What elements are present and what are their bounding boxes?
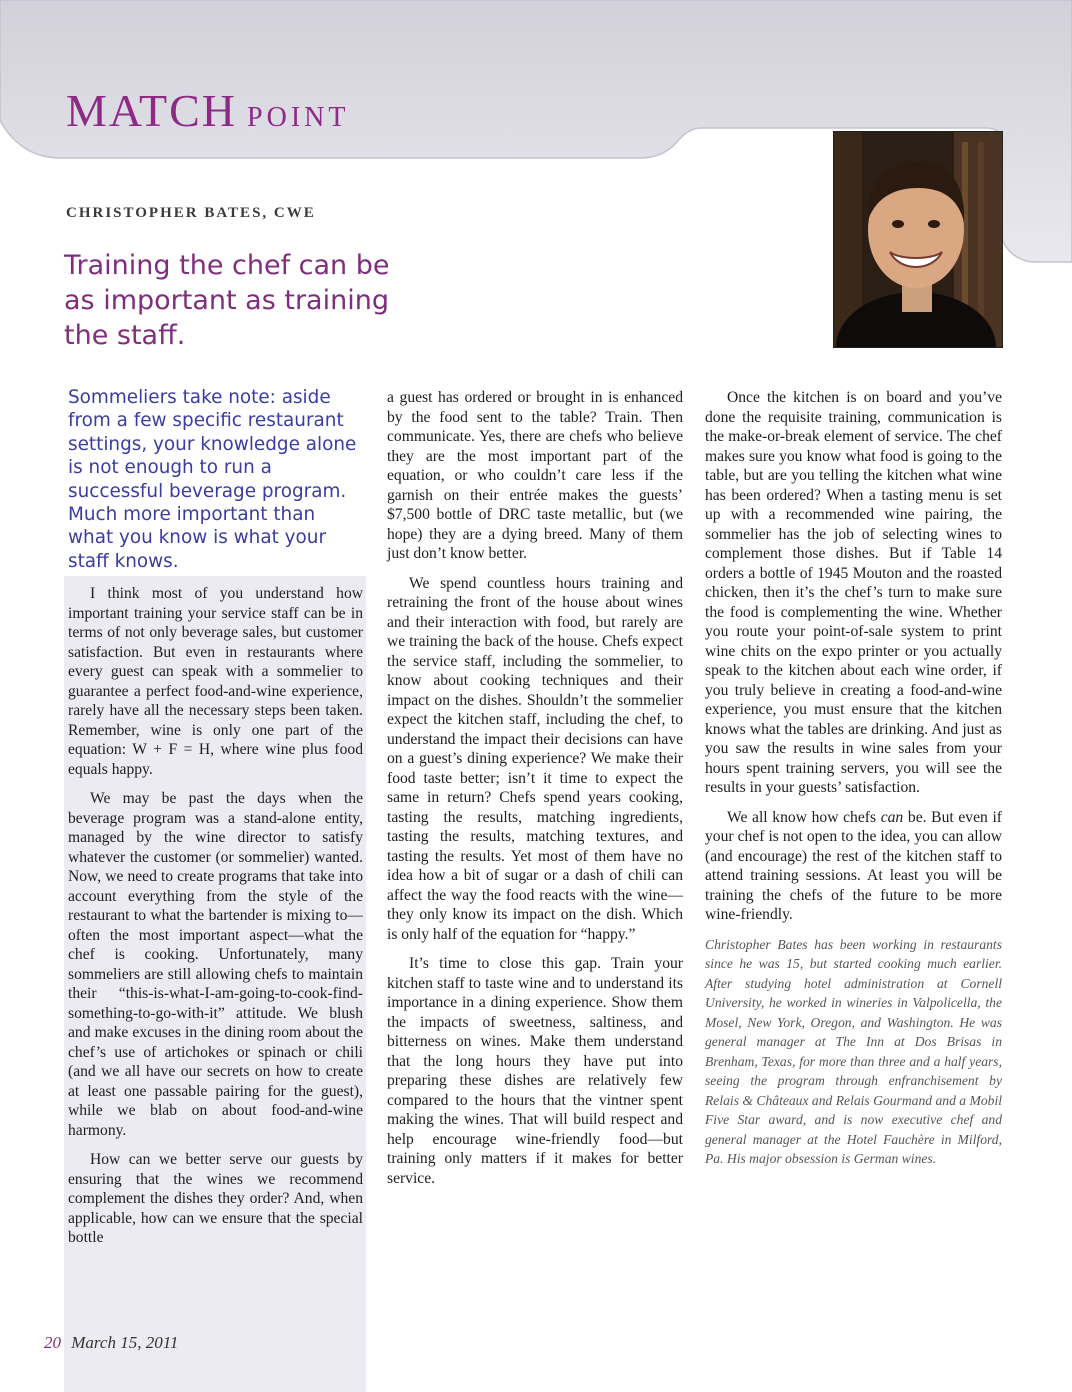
body-paragraph: a guest has ordered or brought in is enhanced by the food sent to the table? Train. Then communicate. Yes, there are chefs who believe they are the most important part of the equation, or who couldn’t care less if the garnish on their entrée makes the guests’ $7,500 bottle of DRC taste metallic, but (we hope) they are a dying breed. Many of them just don’t know better. bbox=[387, 389, 683, 562]
body-column-1 bbox=[68, 584, 363, 1258]
body-paragraph: We spend countless hours training and retraining the front of the house about wines and their interaction with food, but rarely are we training the back of the house. Chefs expect the service staff, including the sommelier, to know about cooking techniques and their impact on the dishes. Shouldn’t the sommelier expect the kitchen staff, including the chef, to understand the impact their decisions can have on a guest’s dining experience? We make their food taste better; isn’t it time to expect the same in return? Chefs spend years cooking, tasting the results, matching ingredients, tasting the results, matching textures, and tasting the results. Yet most of them have no idea how a bit of sugar or a dash of chili can affect the way the food reacts with the wine—they only know its impact on the dish. Which is only half of the equation for “happy.” bbox=[387, 574, 683, 943]
body-text: be. But even if your chef is not open to the idea, you can allow (and encourage) the rest of the kitchen staff to attend training sessions. At least you will be training the chefs of the future to be more wine-friendly. bbox=[705, 808, 1002, 923]
page-number: 20 bbox=[44, 1333, 61, 1352]
author-portrait-icon bbox=[833, 131, 1003, 348]
section-title-sub: POINT bbox=[247, 102, 350, 133]
body-column-3 bbox=[705, 388, 1002, 1179]
body-text: We all know how chefs bbox=[727, 808, 881, 826]
author-bio: Christopher Bates has been working in restaurants since he was 15, but started cooking much earlier. After studying hotel administration at Cornell University, he worked in wineries in Valpolicella, the Mosel, New York, Oregon, and Washington. He was general manager at The Inn at Dos Brisas in Brenham, Texas, for more than three and a half years, seeing the program through enfranchisement by Relais & Châteaux and Relais Gourmand and a Mobil Five Star award, and is now executive chef and general manager at the Hotel Fauchère in Milford, Pa. His major obsession is German wines. bbox=[705, 936, 1002, 1166]
body-paragraph bbox=[705, 808, 1002, 925]
body-paragraph: Once the kitchen is on board and you’ve done the requisite training, communication is the make-or-break element of service. The chef makes sure you know what food is going to the table, but are you telling the kitchen what wine has been ordered? When a tasting menu is set up with a recommended wine pairing, the sommelier has the job of selecting wines to complement those dishes. But if Table 14 orders a bottle of 1945 Mouton and the roasted chicken, then it’s the chef’s turn to make sure the food is complementing the wine. Whether you route your point-of-sale system to print wine chits on the expo printer or you actually speak to the kitchen about each wine order, if you truly believe in creating a food-and-wine experience, you must ensure that the kitchen knows what the tables are drinking. And just as you saw the results in wine sales from your hours spent training servers, you will see the results in your guests’ satisfaction. bbox=[705, 389, 1002, 796]
article-deck: Training the chef can be as important as training the staff. bbox=[64, 250, 390, 351]
body-paragraph: It’s time to close this gap. Train your kitchen staff to taste wine and to understand its importance in a dining experience. Show them the impacts of sweetness, saltiness, and bitterness on wines. Make them understand that the long hours they have put into preparing these dishes are relatively few compared to the hours that the vintner spent making the wines. That will build respect and help encourage wine-friendly food—but training only matters if it makes for better service. bbox=[387, 955, 683, 1187]
section-title bbox=[66, 84, 349, 137]
page-footer bbox=[44, 1333, 178, 1353]
pull-quote: Sommeliers take note: aside from a few specific restaurant settings, your knowledge alone is not enough to run a successful beverage program. Much more important than what you know is what your staff knows. bbox=[68, 387, 357, 572]
issue-date: March 15, 2011 bbox=[71, 1333, 179, 1352]
body-column-2 bbox=[387, 388, 683, 1198]
body-paragraph: How can we better serve our guests by ensuring that the wines we recommend complement the dishes they order? And, when applicable, how can we ensure that the special bottle bbox=[68, 1151, 363, 1246]
body-emphasis: can bbox=[880, 808, 904, 826]
body-paragraph: I think most of you understand how important training your service staff can be in terms of not only beverage sales, but customer satisfaction. But even in restaurants where every guest can speak with a sommelier to guarantee a perfect food-and-wine experience, rarely have all the necessary steps been taken. Remember, wine is only one part of the equation: W + F = H, where wine plus food equals happy. bbox=[68, 585, 363, 778]
body-paragraph: We may be past the days when the beverage program was a stand-alone entity, managed by the wine director to satisfy whatever the customer (or sommelier) wanted. Now, we need to create programs that take into account everything from the style of the restaurant to what the bartender is mixing to—often the most important aspect—what the chef is cooking. Unfortunately, many sommeliers are still allowing chefs to maintain their “this-is-what-I-am-going-to-cook-find-something-to-go-with-it” attitude. We blush and make excuses in the dining room about the chef’s use of artichokes or spinach or chili (and we all have our secrets on how to create at least one passable pairing for the guest), while we blab on about food-and-wine harmony. bbox=[68, 790, 363, 1139]
section-title-main: MATCH bbox=[66, 85, 238, 136]
author-byline: CHRISTOPHER BATES, CWE bbox=[66, 205, 316, 221]
